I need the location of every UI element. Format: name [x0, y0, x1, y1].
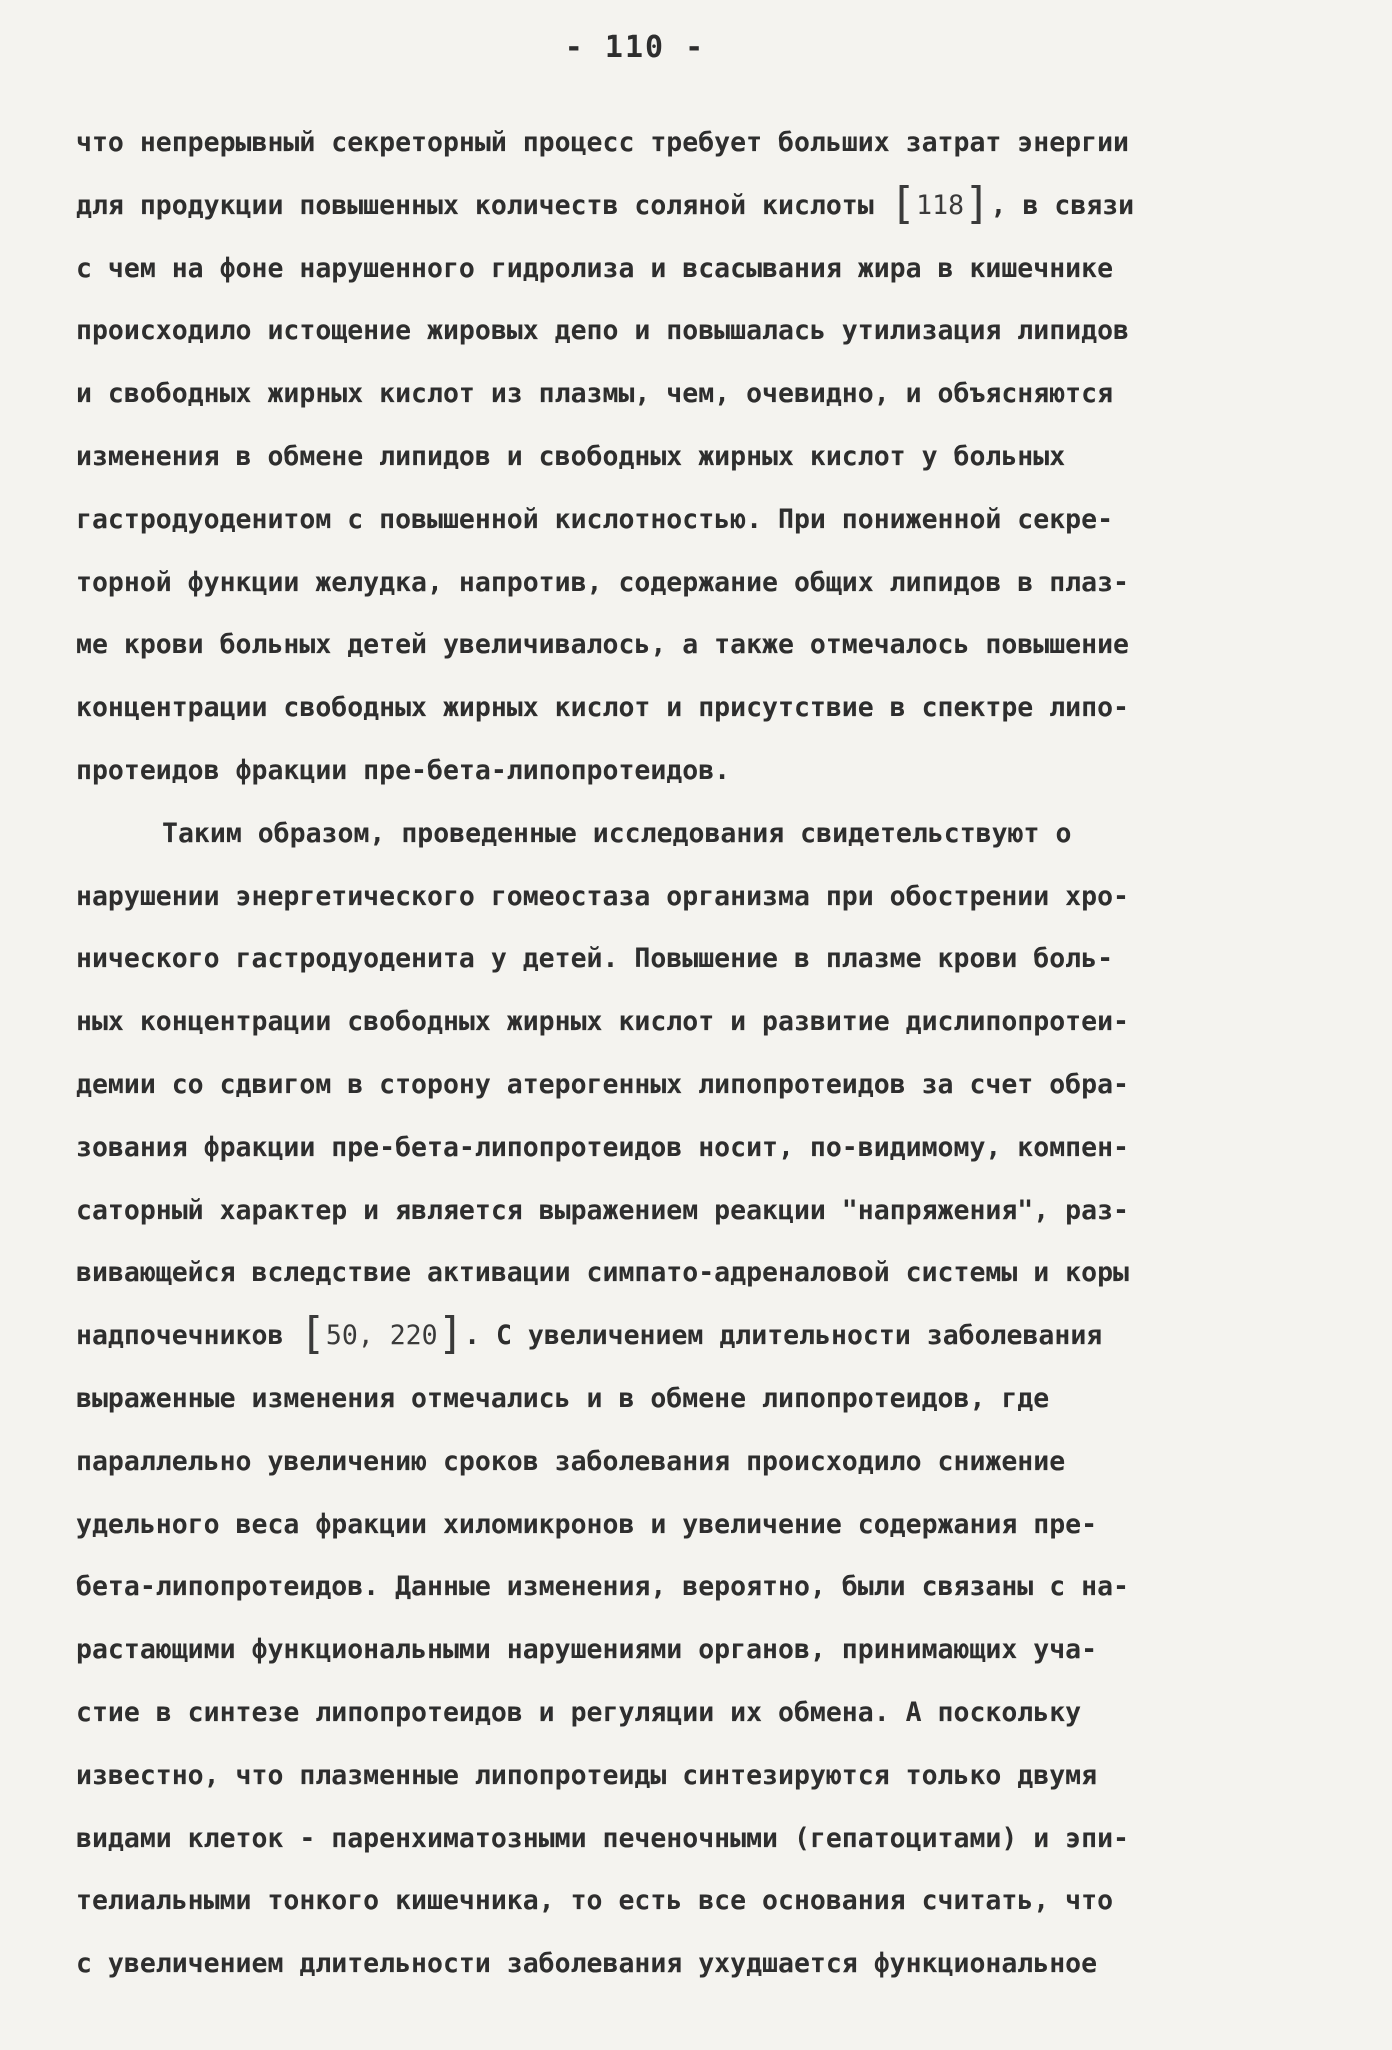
text-line: нического гастродуоденита у детей. Повышение в плазме крови боль-: [76, 943, 1114, 975]
text-line: видами клеток - паренхиматозными печеночными (гепатоцитами) и эпи-: [76, 1822, 1129, 1854]
body-text: [76, 112, 1316, 1996]
text-line: растающими функциональными нарушениями органов, принимающих уча-: [76, 1634, 1098, 1666]
text-line: и свободных жирных кислот из плазмы, чем, очевидно, и объясняются: [76, 378, 1114, 410]
right-bracket: ]: [964, 177, 991, 229]
text-line: Таким образом, проведенные исследования свидетельствуют о: [162, 817, 1072, 849]
text-line: концентрации свободных жирных кислот и присутствие в спектре липо-: [76, 692, 1129, 724]
text-line: демии со сдвигом в сторону атерогенных липопротеидов за счет обра-: [76, 1068, 1129, 1100]
text-line: ме крови больных детей увеличивалось, а также отмечалось повышение: [76, 629, 1129, 661]
text-line: [76, 175, 1316, 238]
text-line: вивающейся вследствие активации симпато-адреналовой системы и коры: [76, 1257, 1129, 1289]
text-line: что непрерывный секреторный процесс требует больших затрат энергии: [76, 127, 1129, 158]
line-text-segment: надпочечников: [76, 1320, 300, 1352]
text-line: происходило истощение жировых депо и повышалась утилизация липидов: [76, 315, 1129, 347]
text-line: саторный характер и является выражением реакции "напряжения", раз-: [76, 1194, 1129, 1226]
text-line: стие в синтезе липопротеидов и регуляции их обмена. А поскольку: [76, 1696, 1082, 1728]
text-line: изменения в обмене липидов и свободных жирных кислот у больных: [76, 440, 1066, 472]
text-line: удельного веса фракции хиломикронов и увеличение содержания пре-: [76, 1508, 1098, 1540]
text-line: нарушении энергетического гомеостаза организма при обострении хро-: [76, 880, 1129, 912]
text-line: [76, 1305, 1316, 1368]
text-line: бета-липопротеидов. Данные изменения, вероятно, были связаны с на-: [76, 1571, 1129, 1603]
line-text-segment: . С увеличением длительности заболевания: [464, 1320, 1103, 1352]
left-bracket: [: [889, 177, 917, 229]
text-line: известно, что плазменные липопротеиды синтезируются только двумя: [76, 1759, 1098, 1791]
text-line: с чем на фоне нарушенного гидролиза и всасывания жира в кишечнике: [76, 252, 1114, 284]
text-line: выраженные изменения отмечались и в обмене липопротеидов, где: [76, 1382, 1050, 1414]
text-line: зования фракции пре-бета-липопротеидов носит, по-видимому, компен-: [76, 1131, 1129, 1163]
page-number: - 110 -: [564, 30, 706, 65]
text-line: торной функции желудка, напротив, содержание общих липидов в плаз-: [76, 566, 1129, 598]
line-text-segment: , в связи: [990, 189, 1135, 221]
citation-reference: 50, 220: [325, 1320, 438, 1352]
text-line: параллельно увеличению сроков заболевания происходило снижение: [76, 1445, 1066, 1477]
text-line: телиальными тонкого кишечника, то есть все основания считать, что: [76, 1885, 1114, 1917]
line-text-segment: для продукции повышенных количеств соляной кислоты: [76, 189, 890, 221]
text-line: с увеличением длительности заболевания ухудшается функциональное: [76, 1948, 1098, 1980]
citation-reference: 118: [916, 189, 965, 221]
left-bracket: [: [299, 1308, 326, 1360]
text-line: протеидов фракции пре-бета-липопротеидов.: [76, 754, 731, 786]
right-bracket: ]: [437, 1308, 465, 1360]
text-line: гастродуоденитом с повышенной кислотностью. При пониженной секре-: [76, 503, 1114, 535]
text-line: ных концентрации свободных жирных кислот и развитие дислипопротеи-: [76, 1006, 1129, 1038]
